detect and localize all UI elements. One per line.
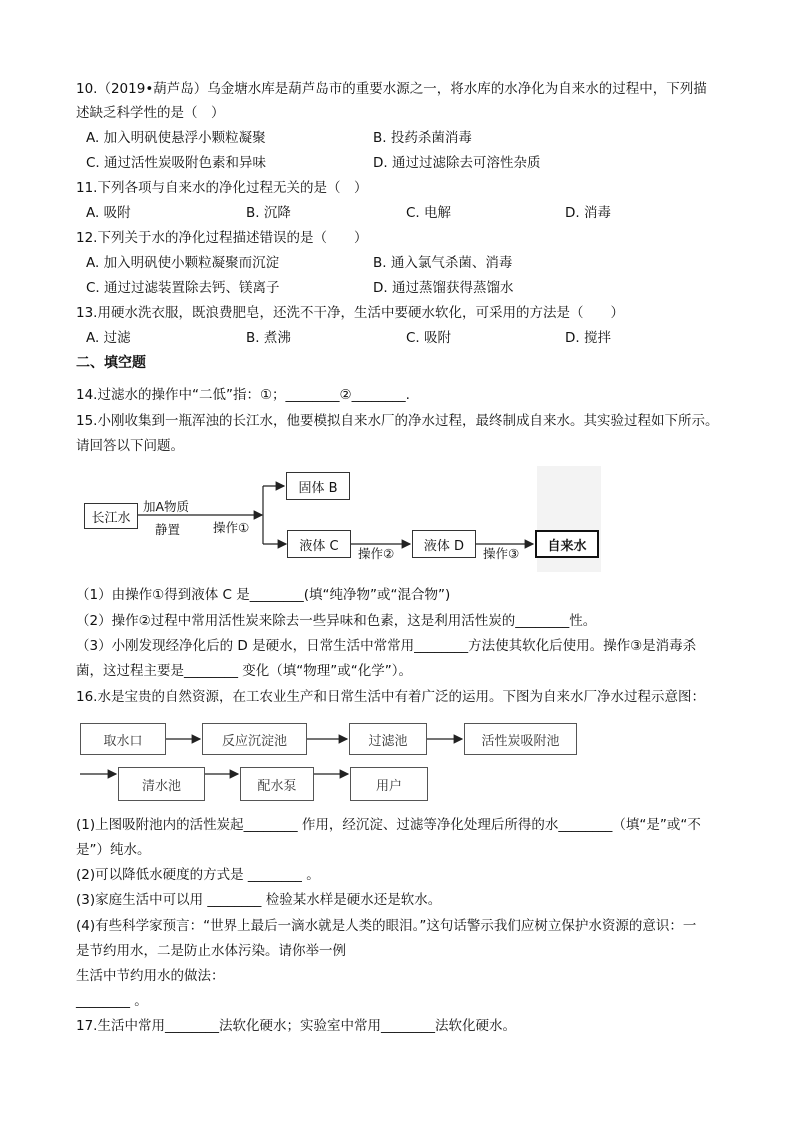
box-reaction-settling-tank: 反应沉淀池 (202, 723, 307, 755)
q10-option-b: B. 投药杀菌消毒 (373, 130, 472, 146)
section-heading-fill-in: 二、填空题 (76, 355, 146, 371)
q16-stem: 16.水是宝贵的自然资源，在工农业生产和日常生活中有着广泛的运用。下图为自来水厂净水过程示意图： (76, 689, 705, 705)
q10-option-a: A. 加入明矾使悬浮小颗粒凝聚 (86, 130, 266, 146)
box-liquid-c: 液体 C (287, 530, 351, 558)
q12-option-b: B. 通入氯气杀菌、消毒 (373, 255, 513, 271)
q13-option-d: D. 搅拌 (565, 330, 611, 346)
box-liquid-d: 液体 D (412, 530, 476, 558)
q12-stem: 12.下列关于水的净化过程描述错误的是（ ） (76, 230, 368, 246)
box-user: 用户 (350, 767, 428, 801)
box-activated-carbon-tank: 活性炭吸附池 (464, 723, 577, 755)
label-operation-1: 操作① (213, 520, 250, 535)
box-water-intake: 取水口 (80, 723, 166, 755)
box-tap-water: 自来水 (535, 530, 599, 558)
q15-sub1: （1）由操作①得到液体 C 是________(填“纯净物”或“混合物”) (76, 587, 451, 603)
q12-option-a: A. 加入明矾使小颗粒凝聚而沉淀 (86, 255, 280, 271)
q10-stem-line2: 述缺乏科学性的是（ ） (76, 105, 225, 121)
q12-option-c: C. 通过过滤装置除去钙、镁离子 (86, 280, 280, 296)
q16-sub1-line2: 是”）纯水。 (76, 842, 151, 858)
q11-option-b: B. 沉降 (246, 205, 291, 221)
q13-option-a: A. 过滤 (86, 330, 131, 346)
q15-stem-line1: 15.小刚收集到一瓶浑浊的长江水，他要模拟自来水厂的净水过程，最终制成自来水。其实验过程如下所示。 (76, 413, 719, 429)
q15-sub3-line2: 菌，这过程主要是________ 变化（填“物理”或“化学”）。 (76, 663, 413, 679)
q10-option-d: D. 通过过滤除去可溶性杂质 (373, 155, 541, 171)
q16-sub2: (2)可以降低水硬度的方式是 ________ 。 (76, 867, 320, 883)
q11-option-c: C. 电解 (406, 205, 452, 221)
q14-stem: 14.过滤水的操作中“二低”指：①；________②________. (76, 387, 410, 403)
box-filter-tank: 过滤池 (349, 723, 427, 755)
label-add-substance-a: 加A物质 (143, 499, 190, 514)
q13-option-b: B. 煮沸 (246, 330, 291, 346)
box-solid-b: 固体 B (286, 472, 350, 500)
q10-stem-line1: 10.（2019•葫芦岛）乌金塘水库是葫芦岛市的重要水源之一，将水库的水净化为自来水的过程中，下列描 (76, 81, 707, 97)
q15-sub2: （2）操作②过程中常用活性炭来除去一些异味和色素，这是利用活性炭的________性。 (76, 613, 597, 629)
q16-sub4-line3: 生活中节约用水的做法： (76, 968, 225, 984)
q13-option-c: C. 吸附 (406, 330, 452, 346)
q11-stem: 11.下列各项与自来水的净化过程无关的是（ ） (76, 180, 368, 196)
box-yangtze-water: 长江水 (84, 503, 138, 529)
q15-stem-line2: 请回答以下问题。 (76, 438, 184, 454)
box-clear-water-tank: 清水池 (118, 767, 205, 801)
q16-sub3: (3)家庭生活中可以用 ________ 检验某水样是硬水还是软水。 (76, 892, 442, 908)
q11-option-a: A. 吸附 (86, 205, 131, 221)
q16-sub4-line1: (4)有些科学家预言：“世界上最后一滴水就是人类的眼泪。”这句话警示我们应树立保护水资源的意识：一 (76, 918, 697, 934)
label-operation-2: 操作② (358, 546, 395, 561)
q15-sub3-line1: （3）小刚发现经净化后的 D 是硬水，日常生活中常常用________方法使其软化后使用。操作③是消毒杀 (76, 638, 697, 654)
label-settle: 静置 (155, 522, 181, 537)
q12-option-d: D. 通过蒸馏获得蒸馏水 (373, 280, 514, 296)
q17-stem: 17.生活中常用________法软化硬水；实验室中常用________法软化硬水。 (76, 1018, 516, 1034)
q16-sub1-line1: (1)上图吸附池内的活性炭起________ 作用，经沉淀、过滤等净化处理后所得的水________（填“是”或“不 (76, 817, 701, 833)
q11-option-d: D. 消毒 (565, 205, 611, 221)
q10-option-c: C. 通过活性炭吸附色素和异味 (86, 155, 267, 171)
box-distribution-pump: 配水泵 (240, 767, 314, 801)
q16-sub4-line4: ________ 。 (76, 993, 148, 1009)
q16-sub4-line2: 是节约用水，二是防止水体污染。请你举一例 (76, 943, 346, 959)
q13-stem: 13.用硬水洗衣服，既浪费肥皂，还洗不干净，生活中要硬水软化，可采用的方法是（ ） (76, 305, 624, 321)
label-operation-3: 操作③ (483, 546, 520, 561)
